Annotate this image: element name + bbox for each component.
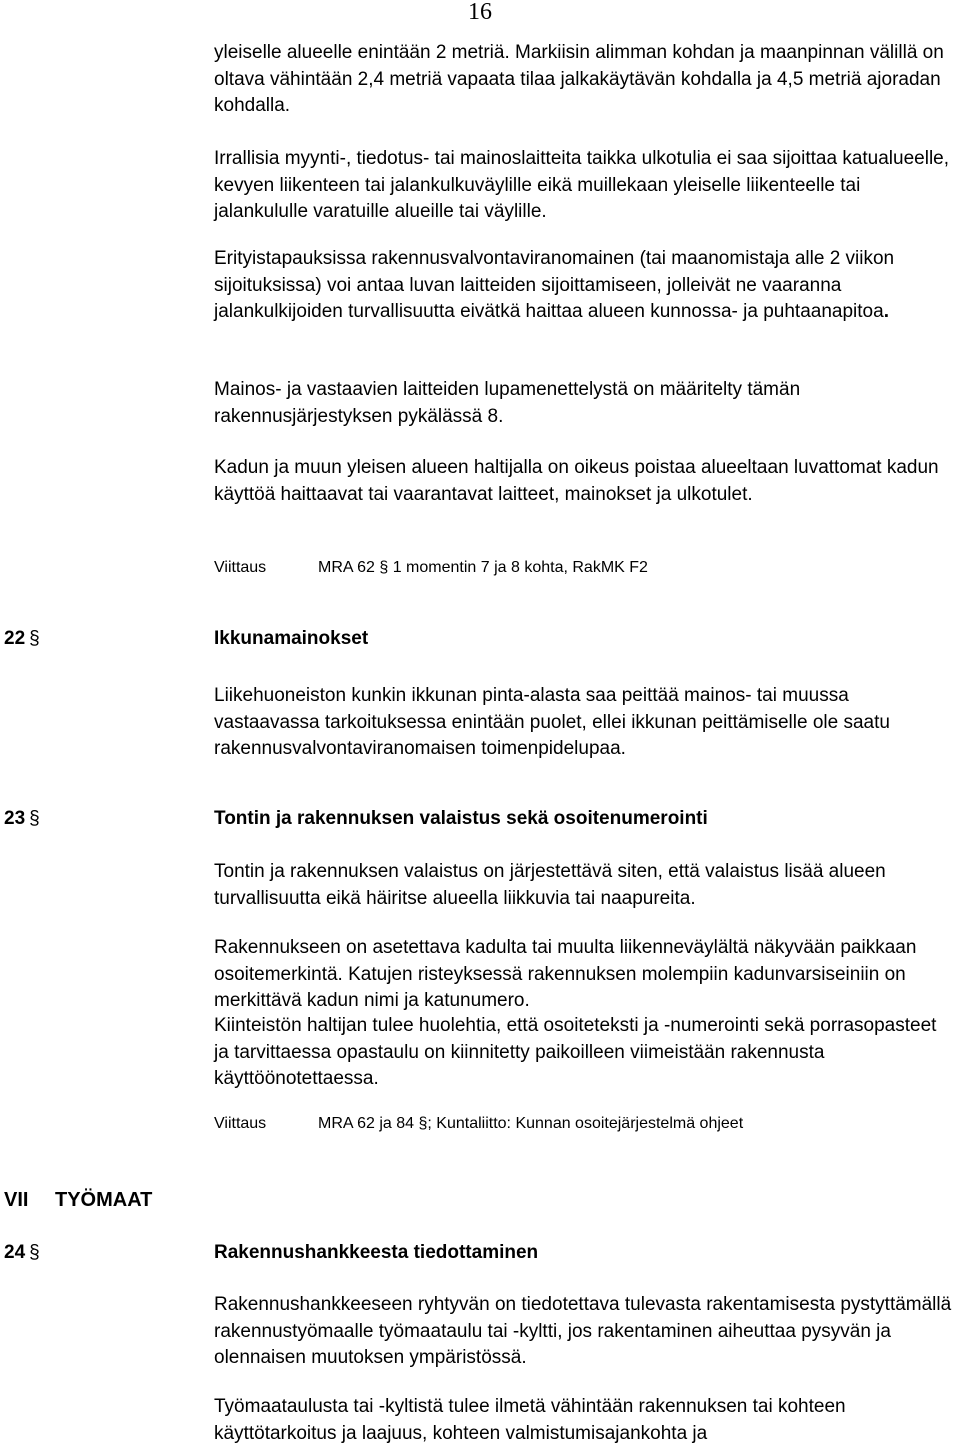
section-22-paragraph: Liikehuoneiston kunkin ikkunan pinta-alasta saa peittää mainos- tai muussa vastaavassa tarkoituksessa enintään puolet, ellei ikkunan peittämiselle ole saatu rakennusvalvontaviranomaisen toimenpidelupaa. (214, 685, 890, 759)
section-24-paragraph-board: Työmaataulusta tai -kyltistä tulee ilmetä vähintään rakennuksen tai kohteen käyttötarkoitus ja laajuus, kohteen valmistumisajankohta ja (214, 1396, 846, 1444)
section-24-number (4, 1242, 40, 1264)
section-24-title: Rakennushankkeesta tiedottaminen (214, 1242, 539, 1263)
paragraph-exceptions-end: . (883, 301, 889, 322)
paragraph-exceptions-text: Erityistapauksissa rakennusvalvontaviranomainen (tai maanomistaja alle 2 viikon sijoituksissa) voi antaa luvan laitteiden sijoittamiseen, jolleivät ne vaaranna jalankulkijoiden turvallisuutta eivätkä haittaa alueen kunnossa- ja puhtaanapitoa (214, 248, 895, 322)
section-sign-icon: § (29, 808, 40, 829)
reference-label: Viittaus (214, 1115, 267, 1132)
chapter-number: VII (4, 1189, 29, 1211)
section-23-number (4, 808, 40, 830)
page-number: 16 (468, 0, 492, 25)
section-22-title: Ikkunamainokset (214, 628, 369, 649)
section-23-title: Tontin ja rakennuksen valaistus sekä osoitenumerointi (214, 808, 708, 829)
paragraph-permit-procedure: Mainos- ja vastaavien laitteiden lupamenettelystä on määritelty tämän rakennusjärjestyksen pykälässä 8. (214, 379, 801, 427)
chapter-title: TYÖMAAT (55, 1189, 153, 1211)
section-22-number-text: 22 (4, 628, 26, 649)
section-sign-icon: § (29, 1242, 40, 1263)
section-23-paragraph-holder: Kiinteistön haltijan tulee huolehtia, että osoiteteksti ja -numerointi sekä porrasopasteet ja tarvittaessa opastaulu on kiinnitetty paikoilleen viimeistään rakennusta käyttöönotettaessa. (214, 1015, 937, 1089)
section-23-number-text: 23 (4, 808, 26, 829)
section-22-number (4, 628, 40, 650)
section-24-paragraph-notice: Rakennushankkeeseen ryhtyvän on tiedotettava tulevasta rakentamisesta pystyttämällä rakennustyömaalle työmaataulu tai -kyltti, jos rakentaminen aiheuttaa pysyvän ja olennaisen muutoksen ympäristössä. (214, 1294, 952, 1368)
paragraph-removal-right: Kadun ja muun yleisen alueen haltijalla on oikeus poistaa alueeltaan luvattomat kadun käyttöä haittaavat tai vaarantavat laitteet, mainokset ja ulkotulet. (214, 457, 939, 505)
paragraph-exceptions (214, 246, 954, 326)
section-23-paragraph-lighting: Tontin ja rakennuksen valaistus on järjestettävä siten, että valaistus lisää alueen turvallisuutta eikä häiritse alueella liikkuvia tai naapureita. (214, 861, 886, 909)
paragraph-loose-devices: Irrallisia myynti-, tiedotus- tai mainoslaitteita taikka ulkotulia ei saa sijoittaa katualueelle, kevyen liikenteen tai jalankulkuväylille eikä muillekaan yleiselle liikenteelle tai jalankululle varatuille alueille tai väylille. (214, 148, 950, 222)
reference-text: MRA 62 ja 84 §; Kuntaliitto: Kunnan osoitejärjestelmä ohjeet (318, 1115, 744, 1132)
reference-label: Viittaus (214, 559, 267, 576)
section-24-number-text: 24 (4, 1242, 26, 1263)
section-sign-icon: § (29, 628, 40, 649)
section-23-paragraph-address: Rakennukseen on asetettava kadulta tai muulta liikenneväylältä näkyvään paikkaan osoitemerkintä. Katujen risteyksessä rakennuksen molempiin kadunvarsiseiniin on merkittävä kadun nimi ja katunumero. (214, 937, 917, 1011)
paragraph-awnings: yleiselle alueelle enintään 2 metriä. Markiisin alimman kohdan ja maanpinnan välillä on oltava vähintään 2,4 metriä vapaata tilaa jalkakäytävän kohdalla ja 4,5 metriä ajoradan kohdalla. (214, 42, 944, 116)
reference-text: MRA 62 § 1 momentin 7 ja 8 kohta, RakMK F2 (318, 559, 648, 576)
